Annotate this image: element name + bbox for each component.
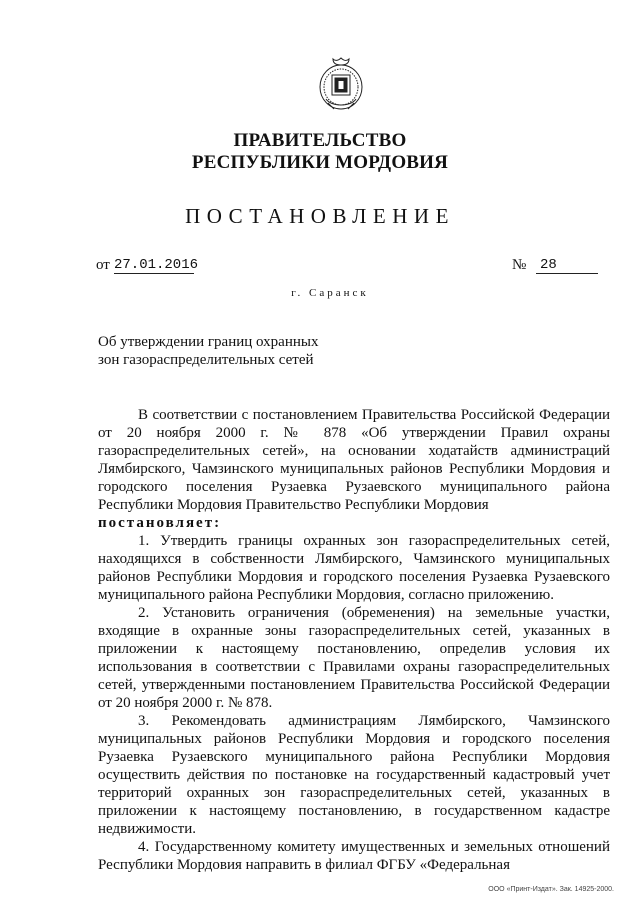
org-name-line-2: РЕСПУБЛИКИ МОРДОВИЯ [191,152,449,173]
org-name-line-1: ПРАВИТЕЛЬСТВО [233,130,407,151]
subject-block [98,333,398,369]
document-body [98,406,610,874]
date-prefix: от [96,257,110,273]
city-line: г. Саранск [291,287,369,299]
item-paragraph-1: 1. Утвердить границы охранных зон газораспределительных сетей, находящихся в собственности Лямбирского, Чамзинского муниципальных районов Республики Мордовия и городского поселения Рузаевка Рузаевского муниципального района Республики Мордовия, согласно приложению. [98,533,610,603]
document-number: 28 [536,257,598,274]
item-paragraph-3: 3. Рекомендовать администрациям Лямбирского, Чамзинского муниципальных районов Республики Мордовия и городского поселения Рузаевка Рузаевского муниципального района Республики Мордовия осуществить действия по постановке на государственный кадастровый учет территорий охранных зон газораспределительных сетей, указанных в приложении к настоящему постановлению, в государственном кадастре недвижимости. [98,713,610,837]
subject-line-1: Об утверждении границ охранных [98,334,319,350]
document-type-title: ПОСТАНОВЛЕНИЕ [185,204,455,228]
number-prefix: № [512,257,527,273]
preamble-text: В соответствии с постановлением Правительства Российской Федерации от 20 ноября 2000 г. № 878 «Об утверждении Правил охраны газораспределительных сетей», на основании ходатайств администраций Лямбирского, Чамзинского муниципальных районов Республики Мордовия и городского поселения Рузаевка Рузаевского муниципального района Республики Мордовия Правительство Республики Мордовия [98,407,610,513]
printer-footer: ООО «Принт-Издат». Зак. 14925-2000. [488,886,614,893]
preamble-paragraph [98,406,610,514]
resolution-verb-paragraph [98,514,610,532]
item-paragraph-4: 4. Государственному комитету имущественных и земельных отношений Республики Мордовия направить в филиал ФГБУ «Федеральная [98,839,610,873]
resolution-verb: постановляет: [98,515,222,531]
item-paragraph-2: 2. Установить ограничения (обременения) на земельные участки, входящие в охранные зоны газораспределительных сетей, указанных в приложении к настоящему постановлению, определив условия их использования в соответствии с Правилами охраны газораспределительных сетей, утвержденными постановлением Правительства Российской Федерации от 20 ноября 2000 г. № 878. [98,605,610,711]
document-date: 27.01.2016 [114,257,199,273]
subject-line-2: зон газораспределительных сетей [98,352,314,368]
date-number-line [96,257,598,277]
coat-of-arms-icon [316,55,366,113]
